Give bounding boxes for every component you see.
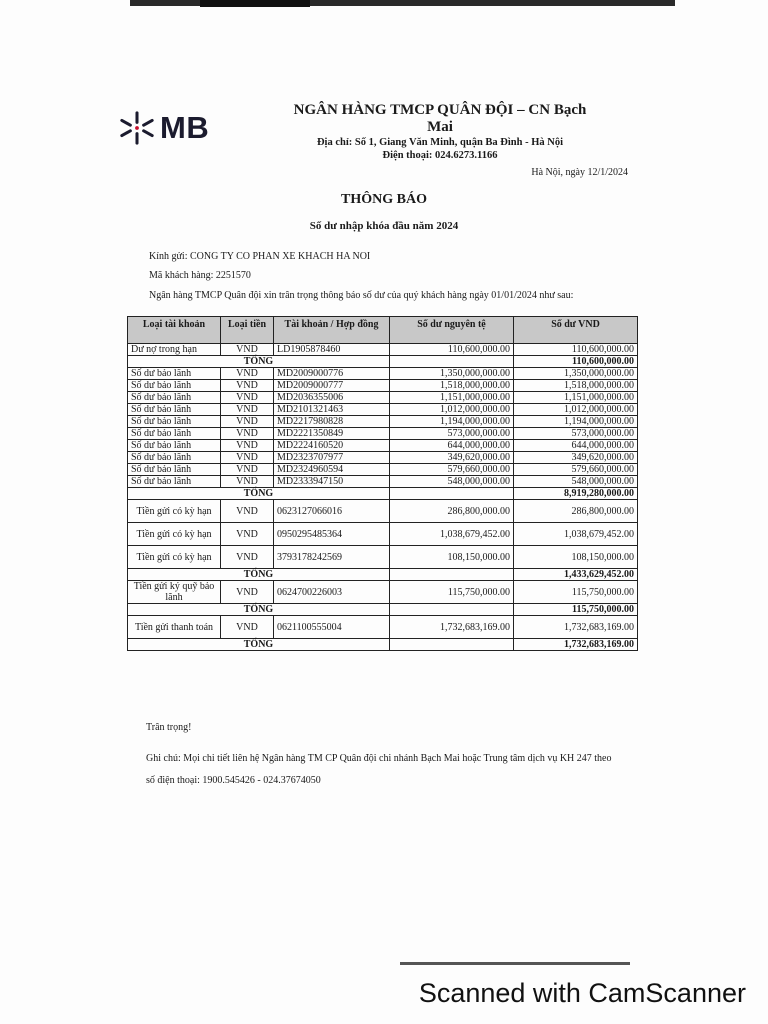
mb-logo-text: MB <box>160 110 210 145</box>
cell-vnd-balance: 286,800,000.00 <box>514 500 638 523</box>
table-row <box>128 416 638 428</box>
document-title: THÔNG BÁO <box>341 192 427 207</box>
customer-code: Mã khách hàng: 2251570 <box>149 270 251 281</box>
cell-account-number: MD2224160520 <box>274 440 390 452</box>
cell-account-type: Số dư bảo lãnh <box>128 392 221 404</box>
header-account-type: Loại tài khoản <box>128 317 221 344</box>
cell-currency: VND <box>221 368 274 380</box>
balance-table <box>127 316 638 651</box>
table-row <box>128 476 638 488</box>
total-empty-cell <box>390 604 514 616</box>
cell-currency: VND <box>221 452 274 464</box>
cell-original-balance: 1,732,683,169.00 <box>390 616 514 639</box>
document-date: Hà Nội, ngày 12/1/2024 <box>531 167 628 178</box>
table-body <box>128 344 638 651</box>
cell-account-type: Tiền gửi thanh toán <box>128 616 221 639</box>
cell-account-type: Số dư bảo lãnh <box>128 452 221 464</box>
total-label: TỔNG <box>128 569 390 581</box>
cell-account-number: MD2009000777 <box>274 380 390 392</box>
cell-vnd-balance: 108,150,000.00 <box>514 546 638 569</box>
intro-text: Ngân hàng TMCP Quân đội xin trân trọng thông báo số dư của quý khách hàng ngày 01/01/2024 như sau: <box>149 290 574 301</box>
scan-edge-bottom <box>400 962 630 965</box>
bank-phone: Điện thoại: 024.6273.1166 <box>382 150 498 161</box>
cell-currency: VND <box>221 546 274 569</box>
table-row <box>128 452 638 464</box>
cell-original-balance: 579,660,000.00 <box>390 464 514 476</box>
cell-original-balance: 1,038,679,452.00 <box>390 523 514 546</box>
total-empty-cell <box>390 488 514 500</box>
cell-currency: VND <box>221 416 274 428</box>
table-row <box>128 428 638 440</box>
header-vnd-balance: Số dư VND <box>514 317 638 344</box>
cell-account-number: 0621100555004 <box>274 616 390 639</box>
header-currency: Loại tiền <box>221 317 274 344</box>
cell-vnd-balance: 115,750,000.00 <box>514 581 638 604</box>
cell-original-balance: 349,620,000.00 <box>390 452 514 464</box>
cell-account-number: 3793178242569 <box>274 546 390 569</box>
cell-account-number: MD2323707977 <box>274 452 390 464</box>
cell-account-type: Tiền gửi có kỳ hạn <box>128 523 221 546</box>
table-row <box>128 368 638 380</box>
bank-header <box>280 102 600 162</box>
cell-original-balance: 1,012,000,000.00 <box>390 404 514 416</box>
cell-vnd-balance: 1,518,000,000.00 <box>514 380 638 392</box>
recipient-line: Kính gửi: CONG TY CO PHAN XE KHACH HA NOI <box>149 251 371 262</box>
cell-currency: VND <box>221 380 274 392</box>
cell-vnd-balance: 1,194,000,000.00 <box>514 416 638 428</box>
cell-account-type: Tiền gửi ký quỹ bảo lãnh <box>128 581 221 604</box>
bank-address: Địa chỉ: Số 1, Giang Văn Minh, quận Ba Đình - Hà Nội <box>316 137 564 148</box>
cell-account-number: MD2324960594 <box>274 464 390 476</box>
cell-currency: VND <box>221 500 274 523</box>
cell-account-type: Tiền gửi có kỳ hạn <box>128 500 221 523</box>
cell-vnd-balance: 573,000,000.00 <box>514 428 638 440</box>
cell-account-number: MD2221350849 <box>274 428 390 440</box>
table-row <box>128 581 638 604</box>
header-original-balance: Số dư nguyên tệ <box>390 317 514 344</box>
total-value: 1,732,683,169.00 <box>514 639 638 651</box>
cell-currency: VND <box>221 523 274 546</box>
cell-account-number: MD2217980828 <box>274 416 390 428</box>
cell-currency: VND <box>221 581 274 604</box>
cell-account-number: 0950295485364 <box>274 523 390 546</box>
bank-name: NGÂN HÀNG TMCP QUÂN ĐỘI – CN Bạch Mai <box>293 102 587 135</box>
table-row <box>128 380 638 392</box>
total-empty-cell <box>390 356 514 368</box>
cell-original-balance: 573,000,000.00 <box>390 428 514 440</box>
total-label: TỔNG <box>128 639 390 651</box>
cell-vnd-balance: 1,151,000,000.00 <box>514 392 638 404</box>
mb-star-icon <box>118 110 156 146</box>
cell-currency: VND <box>221 392 274 404</box>
closing-text: Trân trọng! <box>146 722 192 733</box>
total-label: TỔNG <box>128 356 390 368</box>
table-row <box>128 616 638 639</box>
cell-original-balance: 1,194,000,000.00 <box>390 416 514 428</box>
cell-vnd-balance: 349,620,000.00 <box>514 452 638 464</box>
table-row <box>128 440 638 452</box>
total-row <box>128 639 638 651</box>
cell-account-number: 0624700226003 <box>274 581 390 604</box>
cell-vnd-balance: 1,732,683,169.00 <box>514 616 638 639</box>
document-subtitle: Số dư nhập khóa đầu năm 2024 <box>309 220 459 232</box>
cell-vnd-balance: 644,000,000.00 <box>514 440 638 452</box>
cell-currency: VND <box>221 440 274 452</box>
cell-original-balance: 1,151,000,000.00 <box>390 392 514 404</box>
cell-currency: VND <box>221 404 274 416</box>
total-value: 8,919,280,000.00 <box>514 488 638 500</box>
cell-account-type: Số dư bảo lãnh <box>128 404 221 416</box>
cell-account-type: Số dư bảo lãnh <box>128 464 221 476</box>
cell-original-balance: 644,000,000.00 <box>390 440 514 452</box>
camscanner-watermark: Scanned with CamScanner <box>418 978 746 1008</box>
total-label: TỔNG <box>128 488 390 500</box>
total-label: TỔNG <box>128 604 390 616</box>
table-row <box>128 404 638 416</box>
cell-original-balance: 110,600,000.00 <box>390 344 514 356</box>
cell-account-type: Số dư bảo lãnh <box>128 368 221 380</box>
cell-account-number: MD2101321463 <box>274 404 390 416</box>
cell-account-type: Tiền gửi có kỳ hạn <box>128 546 221 569</box>
cell-vnd-balance: 110,600,000.00 <box>514 344 638 356</box>
cell-account-type: Dư nợ trong hạn <box>128 344 221 356</box>
cell-account-type: Số dư bảo lãnh <box>128 380 221 392</box>
mb-logo <box>118 110 209 146</box>
cell-account-number: MD2009000776 <box>274 368 390 380</box>
cell-original-balance: 286,800,000.00 <box>390 500 514 523</box>
cell-account-number: MD2036355006 <box>274 392 390 404</box>
cell-vnd-balance: 579,660,000.00 <box>514 464 638 476</box>
cell-original-balance: 1,518,000,000.00 <box>390 380 514 392</box>
total-row <box>128 488 638 500</box>
total-empty-cell <box>390 569 514 581</box>
total-value: 1,433,629,452.00 <box>514 569 638 581</box>
cell-vnd-balance: 548,000,000.00 <box>514 476 638 488</box>
cell-vnd-balance: 1,012,000,000.00 <box>514 404 638 416</box>
cell-account-type: Số dư bảo lãnh <box>128 428 221 440</box>
header-account-contract: Tài khoản / Hợp đồng <box>274 317 390 344</box>
cell-vnd-balance: 1,350,000,000.00 <box>514 368 638 380</box>
table-row <box>128 392 638 404</box>
footer-note: Ghi chú: Mọi chi tiết liên hệ Ngân hàng TM CP Quân đội chi nhánh Bạch Mai hoặc Trung tâm dịch vụ KH 247 theo số điện thoại: 1900.545426 - 024.37674050 <box>146 753 612 786</box>
cell-account-number: MD2333947150 <box>274 476 390 488</box>
cell-vnd-balance: 1,038,679,452.00 <box>514 523 638 546</box>
cell-currency: VND <box>221 464 274 476</box>
table-row <box>128 523 638 546</box>
cell-currency: VND <box>221 476 274 488</box>
total-row <box>128 604 638 616</box>
cell-account-number: LD1905878460 <box>274 344 390 356</box>
table-row <box>128 500 638 523</box>
cell-account-number: 0623127066016 <box>274 500 390 523</box>
cell-currency: VND <box>221 616 274 639</box>
total-row <box>128 356 638 368</box>
cell-original-balance: 1,350,000,000.00 <box>390 368 514 380</box>
table-row <box>128 464 638 476</box>
cell-account-type: Số dư bảo lãnh <box>128 476 221 488</box>
total-row <box>128 569 638 581</box>
cell-currency: VND <box>221 428 274 440</box>
total-value: 110,600,000.00 <box>514 356 638 368</box>
cell-account-type: Số dư bảo lãnh <box>128 416 221 428</box>
cell-currency: VND <box>221 344 274 356</box>
table-row <box>128 344 638 356</box>
cell-account-type: Số dư bảo lãnh <box>128 440 221 452</box>
cell-original-balance: 548,000,000.00 <box>390 476 514 488</box>
table-header-row <box>128 317 638 344</box>
table-row <box>128 546 638 569</box>
scan-edge-top-dark <box>200 0 310 7</box>
total-empty-cell <box>390 639 514 651</box>
cell-original-balance: 108,150,000.00 <box>390 546 514 569</box>
cell-original-balance: 115,750,000.00 <box>390 581 514 604</box>
total-value: 115,750,000.00 <box>514 604 638 616</box>
